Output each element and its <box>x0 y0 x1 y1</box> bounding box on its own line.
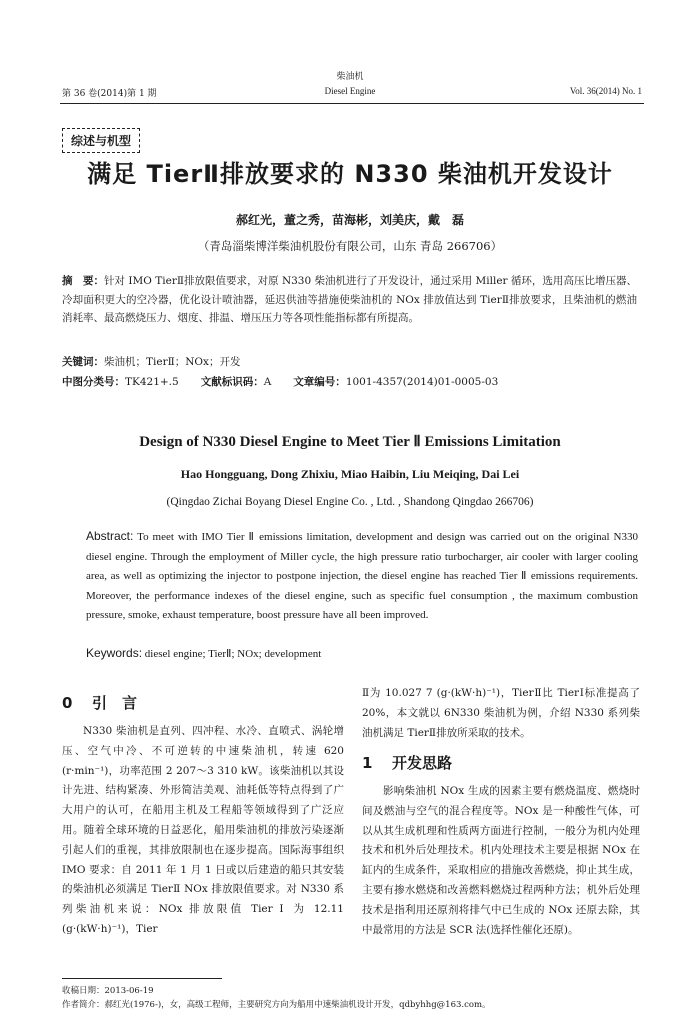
abstract-en <box>86 527 638 626</box>
section-tag: 综述与机型 <box>62 128 140 153</box>
section-title: 开发思路 <box>392 754 453 772</box>
intro-paragraph-continued: Ⅱ为 10.027 7 (g·(kW·h)⁻¹)，TierⅡ比 TierⅠ标准提高了 20%，本文就以 6N330 柴油机为例，介绍 N330 系列柴油机满足 TierⅡ排放所采取的技术。 <box>362 687 640 739</box>
keywords-cn-text: 柴油机；TierⅡ；NOx；开发 <box>104 356 241 368</box>
keywords-cn-label: 关键词： <box>62 356 104 368</box>
affiliation-cn: （青岛淄柴博洋柴油机股份有限公司，山东 青岛 266706） <box>197 239 503 253</box>
authors-en: Hao Hongguang, Dong Zhixiu, Miao Haibin, Liu Meiqing, Dai Lei <box>180 467 520 481</box>
section-title: 引 言 <box>92 694 138 712</box>
doc-code-value: A <box>263 376 272 388</box>
keywords-en-text: diesel engine; TierⅡ; NOx; development <box>142 648 322 660</box>
paper-title-cn: 满足 TierⅡ排放要求的 N330 柴油机开发设计 <box>87 160 613 188</box>
footnote-rule <box>62 978 222 979</box>
abstract-en-text: To meet with IMO Tier Ⅱ emissions limitation, development and design was carried out on the original N330 diesel engine. Through the employment of Miller cycle, the high pressure ratio turbocharger, air cooler with larger cooling area, as well as optimizing the injector to postpone injection, the diesel engine has reached Tier Ⅱ emissions requirements. Moreover, the performance indexes of the diesel engine, such as specific fuel consumption , the maximum combustion pressure, smoke, exhaust temperature, boost pressure have all been improved. <box>86 531 638 621</box>
section-heading-intro <box>62 692 137 713</box>
authors-cn: 郝红光，董之秀，苗海彬，刘美庆，戴 磊 <box>235 213 464 227</box>
footnote-author-bio: 作者简介：郝红光(1976-)，女，高级工程师，主要研究方向为船用中速柴油机设计开发，qdbyhhg@163.com。 <box>62 1000 491 1010</box>
intro-paragraph: N330 柴油机是直列、四冲程、水冷、直喷式、涡轮增压、空气中冷、不可逆转的中速柴油机，转速 620 (r·min⁻¹)，功率范围 2 207～3 310 kW。该柴油机以其设计先进、结构紧凑、外形简洁美观、油耗低等特点得到了广大用户的认可，在船用主机及工程船等领域得到了广泛应用。随着全球环境的日益恶化，船用柴油机的排放污染逐渐引起人们的重视，其排放限制也在逐步提高。国际海事组织 IMO 要求：自 2011 年 1 月 1 日或以后建造的船只其安装的柴油机必须满足 TierⅡ NOx 排放限值要求。对 N330 系列柴油机来说：NOx 排放限值 Tier Ⅰ 为 12.11 (g·(kW·h)⁻¹)，Tier <box>62 725 344 935</box>
clc-label: 中图分类号： <box>62 376 125 388</box>
journal-name-cn: 柴油机 <box>336 72 364 82</box>
article-no-label: 文章编号： <box>293 376 346 388</box>
article-no-value: 1001-4357(2014)01-0005-03 <box>345 376 499 388</box>
classification-row <box>62 374 642 389</box>
header-rule <box>60 103 644 104</box>
clc-value: TK421+.5 <box>125 376 179 388</box>
abstract-cn-text: 针对 IMO TierⅡ排放限值要求，对原 N330 柴油机进行了开发设计，通过采用 Miller 循环，选用高压比增压器、冷却面积更大的空冷器，优化设计喷油器，延迟供油等措施使柴油机的 NOx 排放值达到 TierⅡ排放要求，且柴油机的燃油消耗率、最高燃烧压力、烟度、排温、增压压力等各项性能指标都有所提高。 <box>62 275 637 324</box>
header-issue: 第 36 卷(2014)第 1 期 <box>62 89 157 99</box>
header-journal <box>270 70 430 98</box>
section-number: 0 <box>62 694 73 712</box>
abstract-en-label: Abstract: <box>86 529 134 543</box>
keywords-en-label: Keywords: <box>86 646 143 660</box>
keywords-en <box>86 646 321 660</box>
paper-title-en: Design of N330 Diesel Engine to Meet Tier Ⅱ Emissions Limitation <box>139 434 561 450</box>
section-heading-approach <box>362 752 452 773</box>
approach-paragraph: 影响柴油机 NOx 生成的因素主要有燃烧温度、燃烧时间及燃油与空气的混合程度等。NOx 是一种酸性气体，可以从其生成机理和性质两方面进行控制，一般分为机内处理技术和机外后处理技术。机内处理技术主要是根据 NOx 在缸内的生成条件，采取相应的措施改善燃烧，抑止其生成，主要有掺水燃烧和改善燃料燃烧过程两种方法；机外后处理技术是指利用还原剂将排气中已生成的 NOx 还原去除，其中最常用的方法是 SCR 法(选择性催化还原)。 <box>362 785 640 936</box>
footnote-received: 收稿日期：2013-06-19 <box>62 986 154 996</box>
keywords-cn <box>62 354 240 369</box>
abstract-cn <box>62 272 637 328</box>
journal-name-en: Diesel Engine <box>324 86 376 96</box>
affiliation-en: (Qingdao Zichai Boyang Diesel Engine Co. , Ltd. , Shandong Qingdao 266706) <box>166 496 534 508</box>
abstract-cn-label: 摘 要： <box>62 275 105 287</box>
section-number: 1 <box>362 754 373 772</box>
header-volume: Vol. 36(2014) No. 1 <box>569 86 642 96</box>
doc-code-label: 文献标识码： <box>200 376 264 388</box>
